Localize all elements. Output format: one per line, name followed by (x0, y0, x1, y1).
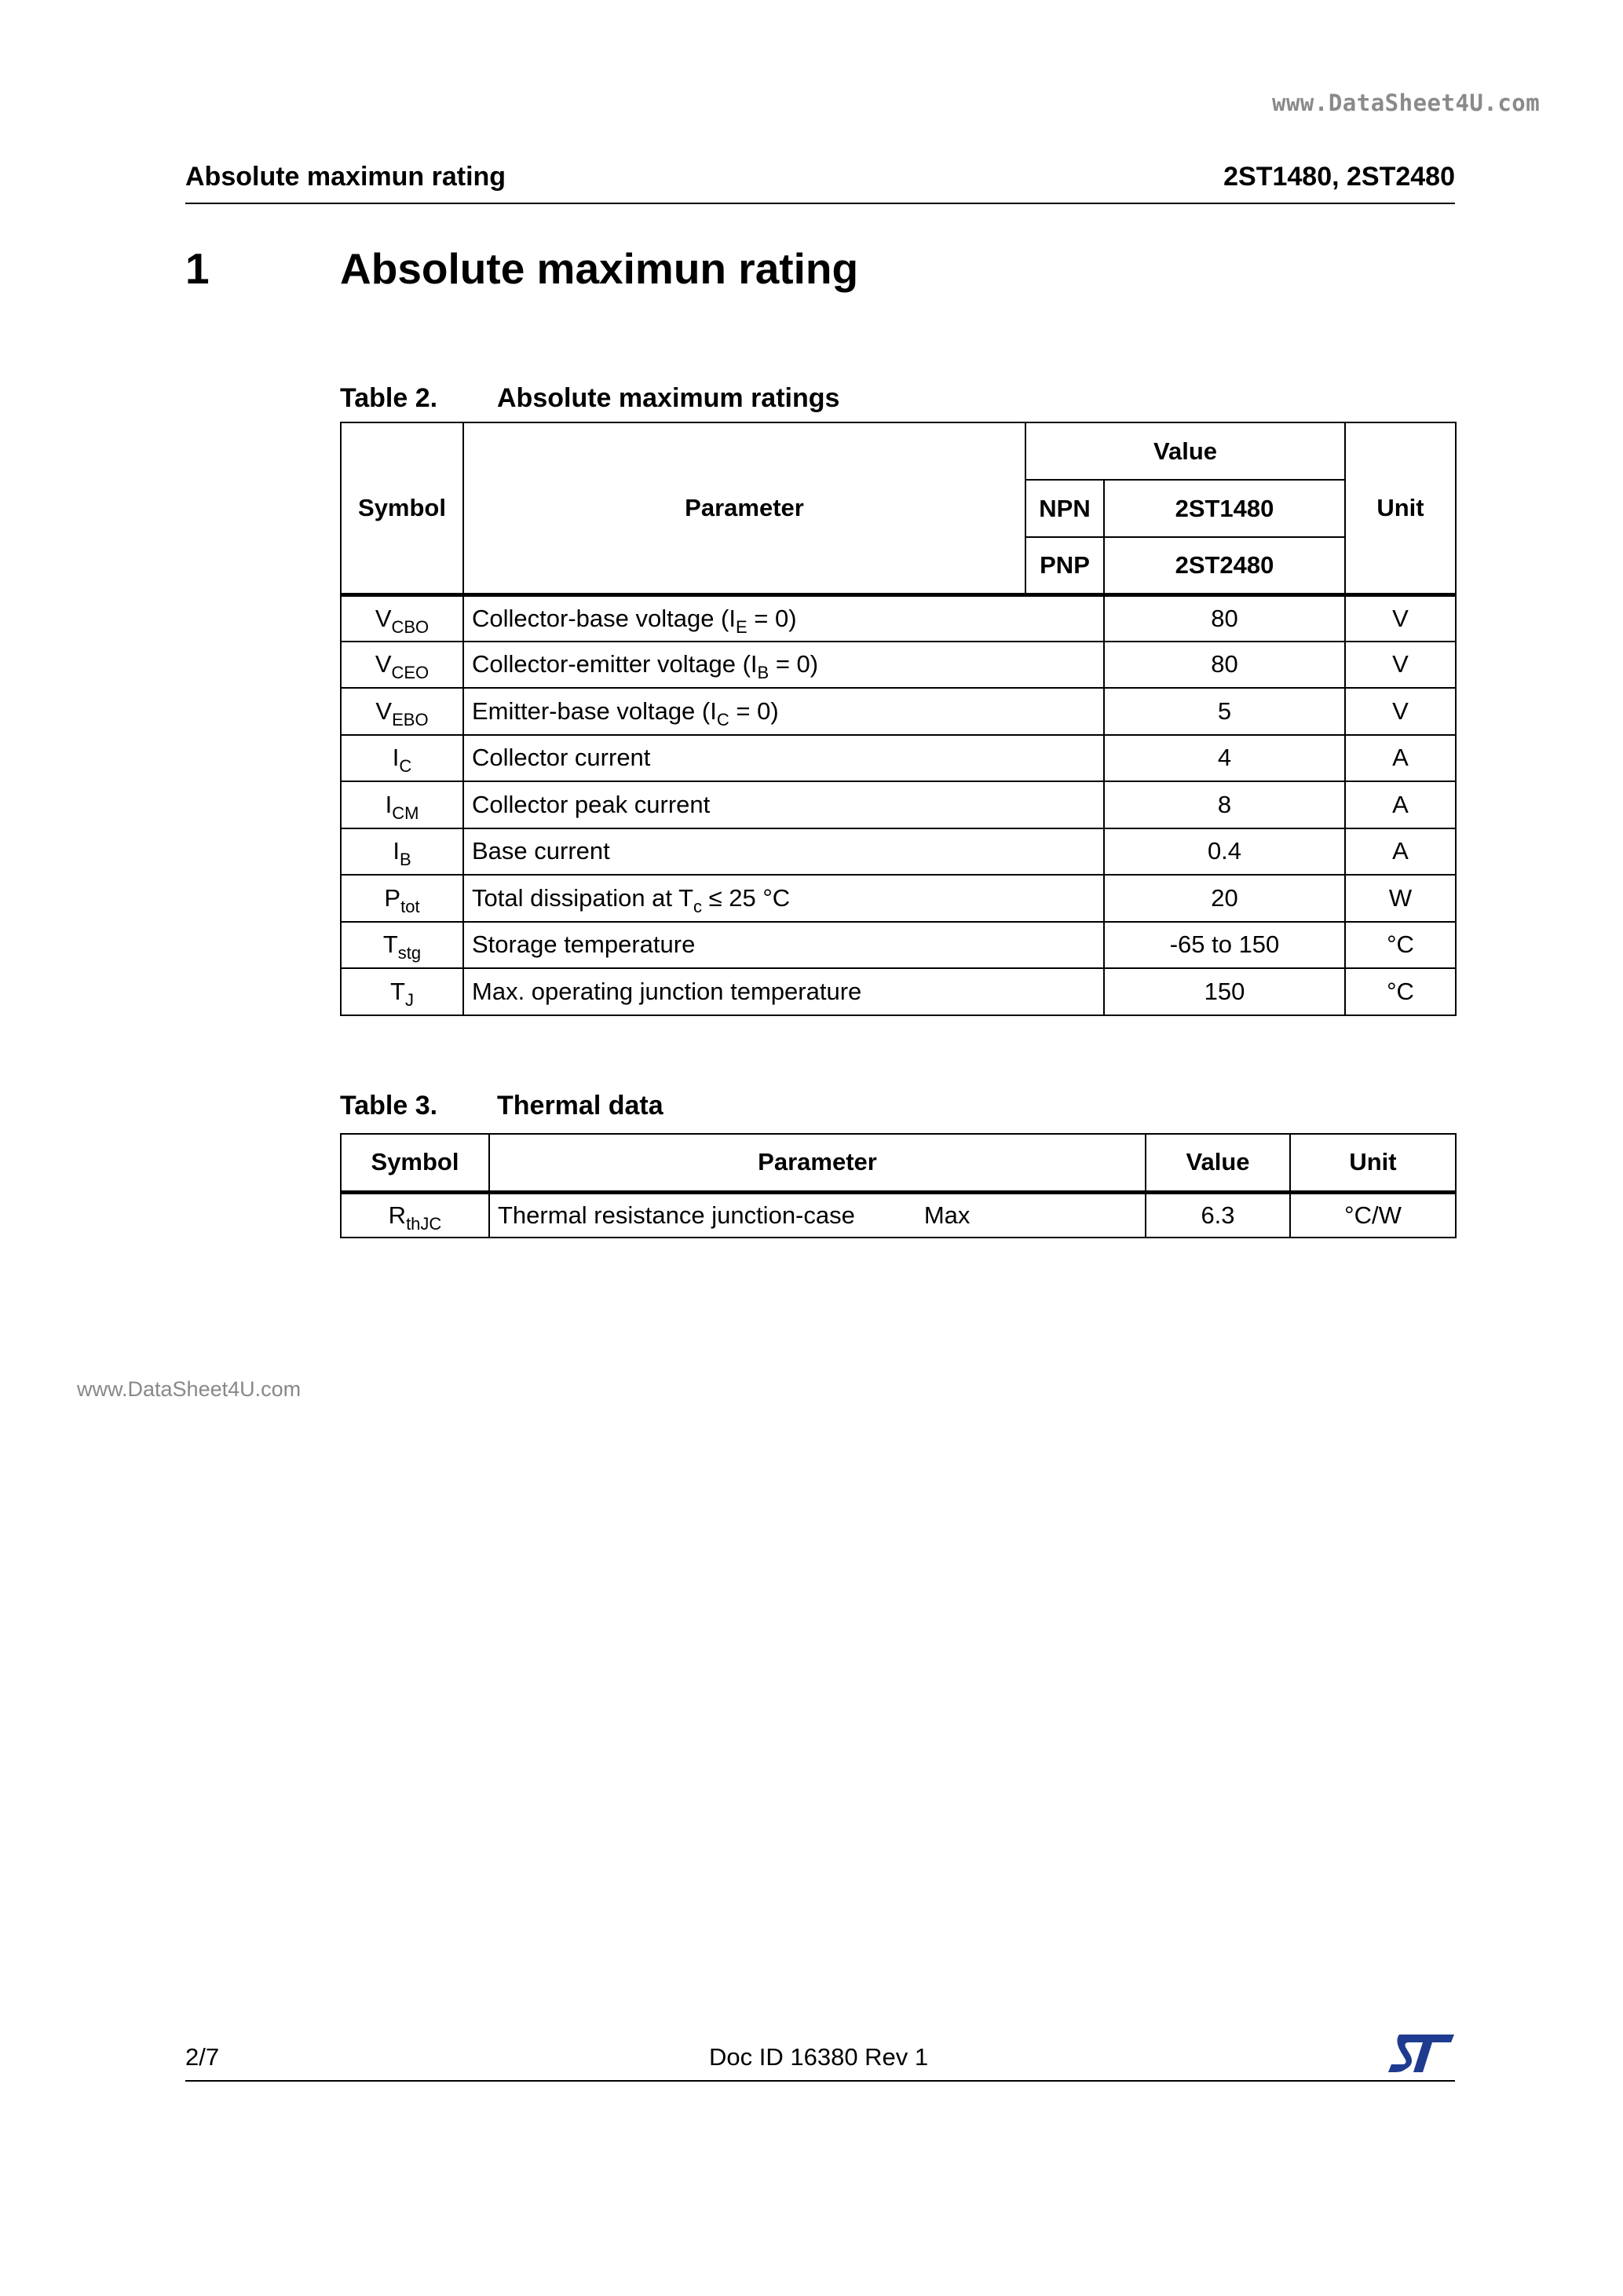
table-row (341, 828, 1456, 876)
page-number: 2/7 (185, 2043, 220, 2071)
symbol-cell (341, 828, 463, 876)
parameter-tail: = 0) (729, 696, 779, 725)
symbol-text: T (390, 977, 405, 1005)
table-row (341, 735, 1456, 782)
header-value: Value (1025, 422, 1345, 480)
parameter-subscript: c (693, 896, 703, 916)
absolute-maximum-ratings-table (340, 422, 1457, 1016)
parameter-tail: = 0) (747, 604, 797, 632)
symbol-subscript: EBO (392, 709, 429, 729)
parameter-text: Base current (472, 837, 610, 865)
header-npn: NPN (1025, 480, 1104, 537)
parameter-text: Max. operating junction temperature (472, 977, 862, 1005)
unit-cell: °C (1345, 922, 1456, 969)
header-unit: Unit (1345, 422, 1456, 594)
unit-cell: V (1345, 594, 1456, 642)
parameter-cell (463, 875, 1104, 922)
table-row (341, 688, 1456, 735)
symbol-subscript: tot (400, 896, 420, 916)
thermal-data-table (340, 1133, 1457, 1238)
parameter-cell (489, 1192, 1146, 1238)
table-row (341, 781, 1456, 828)
symbol-subscript: C (399, 756, 412, 777)
watermark-mid: www.DataSheet4U.com (77, 1377, 302, 1401)
symbol-subscript: CM (392, 803, 419, 823)
unit-cell: °C (1345, 968, 1456, 1015)
symbol-text: T (382, 930, 398, 959)
parameter-subscript: C (716, 709, 729, 729)
table3-caption-number: Table 3. (340, 1091, 438, 1121)
symbol-subscript: J (404, 989, 414, 1010)
symbol-text: P (384, 883, 401, 912)
running-header-title: Absolute maximun rating (185, 162, 506, 192)
value-cell: 4 (1104, 735, 1345, 782)
parameter-cell (463, 922, 1104, 969)
st-logo-icon (1388, 2033, 1456, 2074)
parameter-cell (463, 735, 1104, 782)
value-cell: 8 (1104, 781, 1345, 828)
header-value: Value (1146, 1134, 1290, 1192)
table-row (341, 875, 1456, 922)
parameter-text: Collector-base voltage (I (472, 604, 736, 632)
symbol-subscript: CEO (391, 663, 430, 683)
header-parameter: Parameter (489, 1134, 1146, 1192)
symbol-cell (341, 735, 463, 782)
table-row (341, 1192, 1456, 1238)
symbol-cell (341, 968, 463, 1015)
parameter-text: Collector current (472, 744, 651, 772)
parameter-subscript: E (736, 616, 748, 637)
symbol-subscript: stg (397, 943, 422, 963)
parameter-qualifier: Max (923, 1201, 971, 1229)
table2-caption-title: Absolute maximum ratings (497, 383, 840, 413)
doc-id: Doc ID 16380 Rev 1 (709, 2043, 929, 2071)
symbol-cell (341, 642, 463, 689)
symbol-text: I (393, 837, 400, 865)
table-row (341, 642, 1456, 689)
symbol-cell (341, 781, 463, 828)
parameter-cell (463, 781, 1104, 828)
value-cell: 80 (1104, 594, 1345, 642)
value-cell: 0.4 (1104, 828, 1345, 876)
unit-cell: °C/W (1290, 1192, 1456, 1238)
section-number: 1 (185, 244, 210, 293)
value-cell: 80 (1104, 642, 1345, 689)
parameter-cell (463, 688, 1104, 735)
value-cell: -65 to 150 (1104, 922, 1345, 969)
unit-cell: A (1345, 781, 1456, 828)
header-unit: Unit (1290, 1134, 1456, 1192)
value-cell: 20 (1104, 875, 1345, 922)
parameter-text: Thermal resistance junction-case (498, 1201, 855, 1229)
table-row (341, 968, 1456, 1015)
symbol-subscript: B (399, 850, 411, 870)
symbol-text: I (392, 744, 400, 772)
parameter-text: Collector-emitter voltage (I (472, 650, 758, 678)
table-row (341, 594, 1456, 642)
symbol-cell (341, 594, 463, 642)
header-pnp-part: 2ST2480 (1104, 537, 1345, 594)
parameter-text: Total dissipation at T (472, 883, 694, 912)
header-npn-part: 2ST1480 (1104, 480, 1345, 537)
table2-caption-number: Table 2. (340, 383, 438, 413)
symbol-subscript: thJC (406, 1213, 442, 1234)
symbol-text: V (375, 650, 392, 678)
unit-cell: A (1345, 735, 1456, 782)
symbol-cell (341, 875, 463, 922)
section-title: Absolute maximun rating (340, 244, 859, 293)
symbol-cell (341, 1192, 489, 1238)
value-cell: 150 (1104, 968, 1345, 1015)
symbol-cell (341, 688, 463, 735)
header-symbol: Symbol (341, 422, 463, 594)
header-symbol: Symbol (341, 1134, 489, 1192)
table3-caption-title: Thermal data (497, 1091, 663, 1121)
symbol-text: V (375, 604, 392, 632)
symbol-subscript: CBO (391, 616, 430, 637)
symbol-cell (341, 922, 463, 969)
symbol-text: I (385, 790, 393, 818)
value-cell: 5 (1104, 688, 1345, 735)
symbol-text: R (388, 1201, 407, 1229)
symbol-text: V (375, 696, 393, 725)
watermark-top: www.DataSheet4U.com (1272, 90, 1541, 116)
header-parameter: Parameter (463, 422, 1025, 594)
unit-cell: A (1345, 828, 1456, 876)
table-row (341, 922, 1456, 969)
parameter-text: Storage temperature (472, 930, 696, 959)
parameter-text: Collector peak current (472, 790, 711, 818)
parameter-tail: = 0) (769, 650, 819, 678)
parameter-subscript: B (757, 663, 769, 683)
unit-cell: V (1345, 642, 1456, 689)
parameter-cell (463, 828, 1104, 876)
parameter-cell (463, 968, 1104, 1015)
parameter-cell (463, 594, 1104, 642)
footer-rule (185, 2080, 1455, 2082)
header-rule (185, 203, 1455, 204)
parameter-cell (463, 642, 1104, 689)
parameter-tail: ≤ 25 °C (702, 883, 791, 912)
value-cell: 6.3 (1146, 1192, 1290, 1238)
running-header-part: 2ST1480, 2ST2480 (1223, 162, 1455, 192)
header-pnp: PNP (1025, 537, 1104, 594)
unit-cell: V (1345, 688, 1456, 735)
unit-cell: W (1345, 875, 1456, 922)
parameter-text: Emitter-base voltage (I (472, 696, 717, 725)
